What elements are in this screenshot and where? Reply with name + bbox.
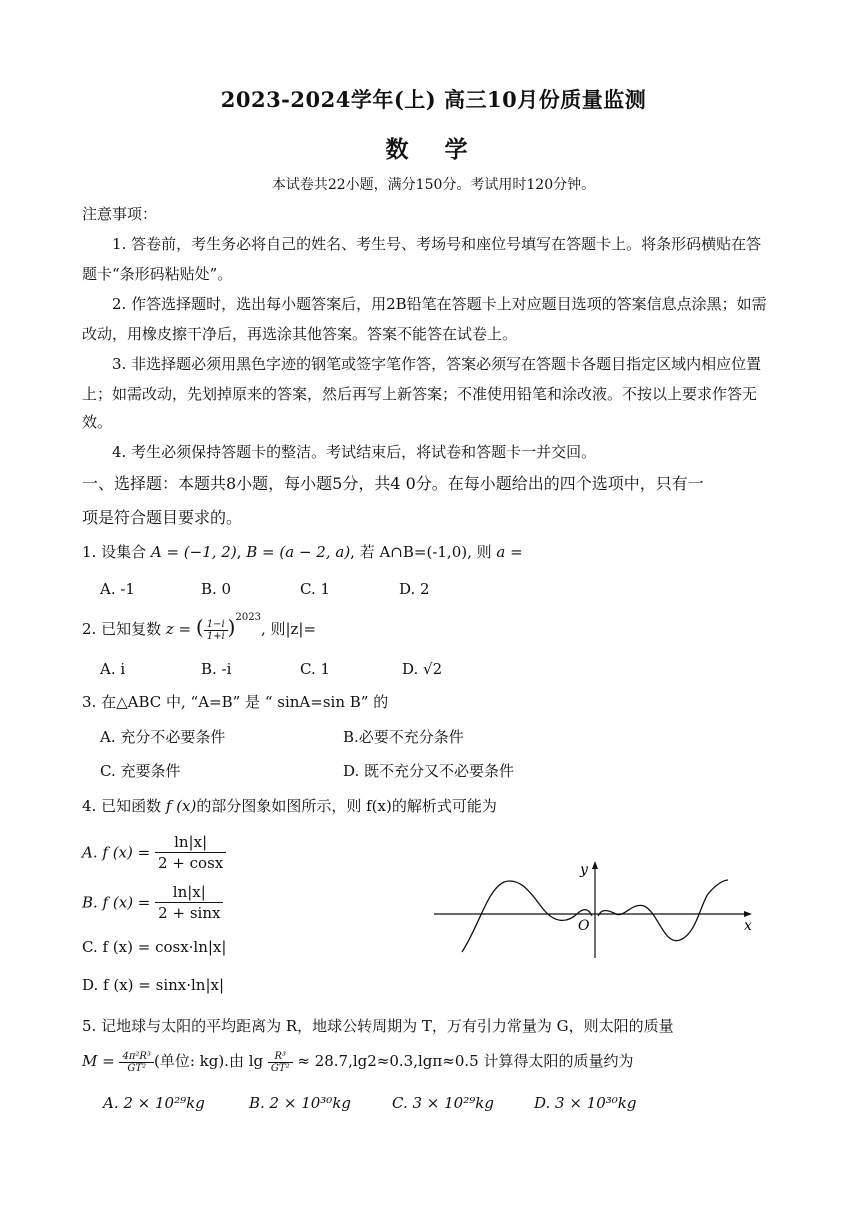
q1-option-d: D. 2: [399, 580, 430, 598]
q1-option-b: B. 0: [201, 580, 232, 598]
page-title: 2023-2024学年(上) 高三10月份质量监测: [220, 87, 647, 112]
q3-option-a: A. 充分不必要条件: [100, 728, 226, 746]
notice-item-3-line-2: 上；如需改动，先划掉原来的答案，然后再写上新答案；不准使用铅笔和涂改液。不按以上要求作答无: [82, 385, 758, 403]
q1-prefix: 1. 设集合: [82, 543, 147, 561]
q1-ask: a =: [496, 543, 523, 561]
q2-ask: , 则|z|=: [260, 620, 317, 638]
q4-option-a-fraction: $\frac{\ln|x|}{2 + \cos x}$: [155, 832, 226, 873]
notice-item-4-line-1: 4. 考生必须保持答题卡的整洁。考试结束后，将试卷和答题卡一并交回。: [112, 443, 597, 461]
q1-set-a: A = (−1, 2): [150, 543, 237, 561]
q5-option-d: D. 3 × 10³⁰kg: [534, 1094, 637, 1112]
exam-info: 本试卷共22小题，满分150分。考试用时120分钟。: [271, 177, 596, 193]
graph-curve-left: [462, 881, 592, 952]
q5-mid-1: (单位: kg).由 lg: [153, 1052, 264, 1070]
q2-option-b: B. -i: [201, 660, 232, 678]
q1-condition: , 若 A∩B=(-1,0), 则: [350, 543, 492, 561]
notice-item-3-line-3: 效。: [82, 413, 113, 431]
graph-origin-label: O: [578, 918, 590, 934]
q2-option-d: D. √2: [402, 660, 443, 678]
q4-option-b-fraction: $\frac{\ln|x|}{2 + \sin x}$: [155, 882, 223, 923]
q5-option-a: A. 2 × 10²⁹kg: [103, 1094, 205, 1112]
notice-item-1-line-1: 1. 答卷前，考生务必将自己的姓名、考生号、考场号和座位号填写在答题卡上。将条形码横贴在答: [112, 235, 762, 253]
graph-y-arrow: [592, 861, 598, 869]
q5-m: M =: [82, 1052, 115, 1070]
q1-option-a: A. -1: [100, 580, 135, 598]
notice-item-3-line-1: 3. 非选择题必须用黑色字迹的钢笔或签字笔作答，答案必须写在答题卡各题目指定区域内相应位置: [112, 355, 762, 373]
q3-option-b: B.必要不充分条件: [343, 728, 464, 746]
section-1-line-2: 项是符合题目要求的。: [82, 508, 243, 527]
question-2-stem: 2. 已知复数 z = ( $\frac{1-i}{1+i}$ )$^{2023}$, 则|z|=: [82, 612, 317, 642]
q5-lg-fraction: $\frac{\text{R³}}{\text{GT²}}$: [268, 1051, 293, 1074]
q4-function-graph: [432, 854, 762, 964]
question-1-stem: 1. 设集合 A = (−1, 2), B = (a − 2, a), 若 A∩B=(-1,0), 则 a =: [82, 543, 523, 561]
q5-mid-2: ≈ 28.7,lg2≈0.3,lgπ≈0.5 计算得太阳的质量约为: [297, 1052, 634, 1070]
q2-z: z =: [165, 620, 192, 638]
q2-option-a: A. i: [100, 660, 126, 678]
q3-option-d: D. 既不充分又不必要条件: [343, 762, 515, 780]
question-5-line-2: [82, 1048, 633, 1074]
q2-exponent: 2023: [235, 612, 261, 623]
graph-curve-right: [598, 880, 728, 941]
notice-item-1-line-2: 题卡“条形码粘贴处”。: [82, 265, 233, 283]
subject-title: 数 学: [385, 136, 482, 163]
q4-suffix: 的部分图象如图所示，则 f(x)的解析式可能为: [196, 797, 497, 815]
question-5-line-1: 5. 记地球与太阳的平均距离为 R，地球公转周期为 T，万有引力常量为 G，则太阳的质量: [82, 1017, 674, 1035]
notice-heading: 注意事项：: [82, 205, 158, 223]
q1-set-b: B = (a − 2, a): [246, 543, 351, 561]
q5-option-b: B. 2 × 10³⁰kg: [249, 1094, 352, 1112]
q4-option-b: B. f (x) = $\frac{\ln|x|}{2 + \sin x}$: [82, 882, 223, 923]
q4-fx: f (x): [165, 797, 197, 815]
notice-item-2-line-1: 2. 作答选择题时，选出每小题答案后，用2B铅笔在答题卡上对应题目选项的答案信息点涂黑；如需: [112, 295, 767, 313]
graph-x-arrow: [744, 911, 752, 917]
q4-option-d: D. f (x) = sinx·ln|x|: [82, 976, 225, 994]
q4-prefix: 4. 已知函数: [82, 797, 162, 815]
q5-mass-fraction: $\frac{\text{4π²R³}}{\text{GT²}}$: [119, 1051, 153, 1074]
q5-option-c: C. 3 × 10²⁹kg: [392, 1094, 494, 1112]
q4-option-a: A. f (x) = $\frac{\ln|x|}{2 + \cos x}$: [82, 832, 226, 873]
q2-prefix: 2. 已知复数: [82, 620, 162, 638]
section-1-line-1: 一、选择题：本题共8小题，每小题5分，共4 0分。在每小题给出的四个选项中，只有一: [82, 474, 704, 493]
q1-option-c: C. 1: [300, 580, 331, 598]
question-4-stem: [82, 796, 497, 816]
question-3-stem: 3. 在△ABC 中, “A=B” 是 “ sinA=sin B” 的: [82, 693, 389, 711]
graph-y-label: y: [580, 862, 588, 878]
q3-option-c: C. 充要条件: [100, 762, 181, 780]
q2-fraction: $\frac{1-i}{1+i}$: [204, 619, 228, 642]
q2-option-c: C. 1: [300, 660, 331, 678]
notice-item-2-line-2: 改动，用橡皮擦干净后，再选涂其他答案。答案不能答在试卷上。: [82, 325, 518, 343]
q4-option-c: C. f (x) = cosx·ln|x|: [82, 938, 227, 956]
graph-x-label: x: [744, 918, 752, 934]
